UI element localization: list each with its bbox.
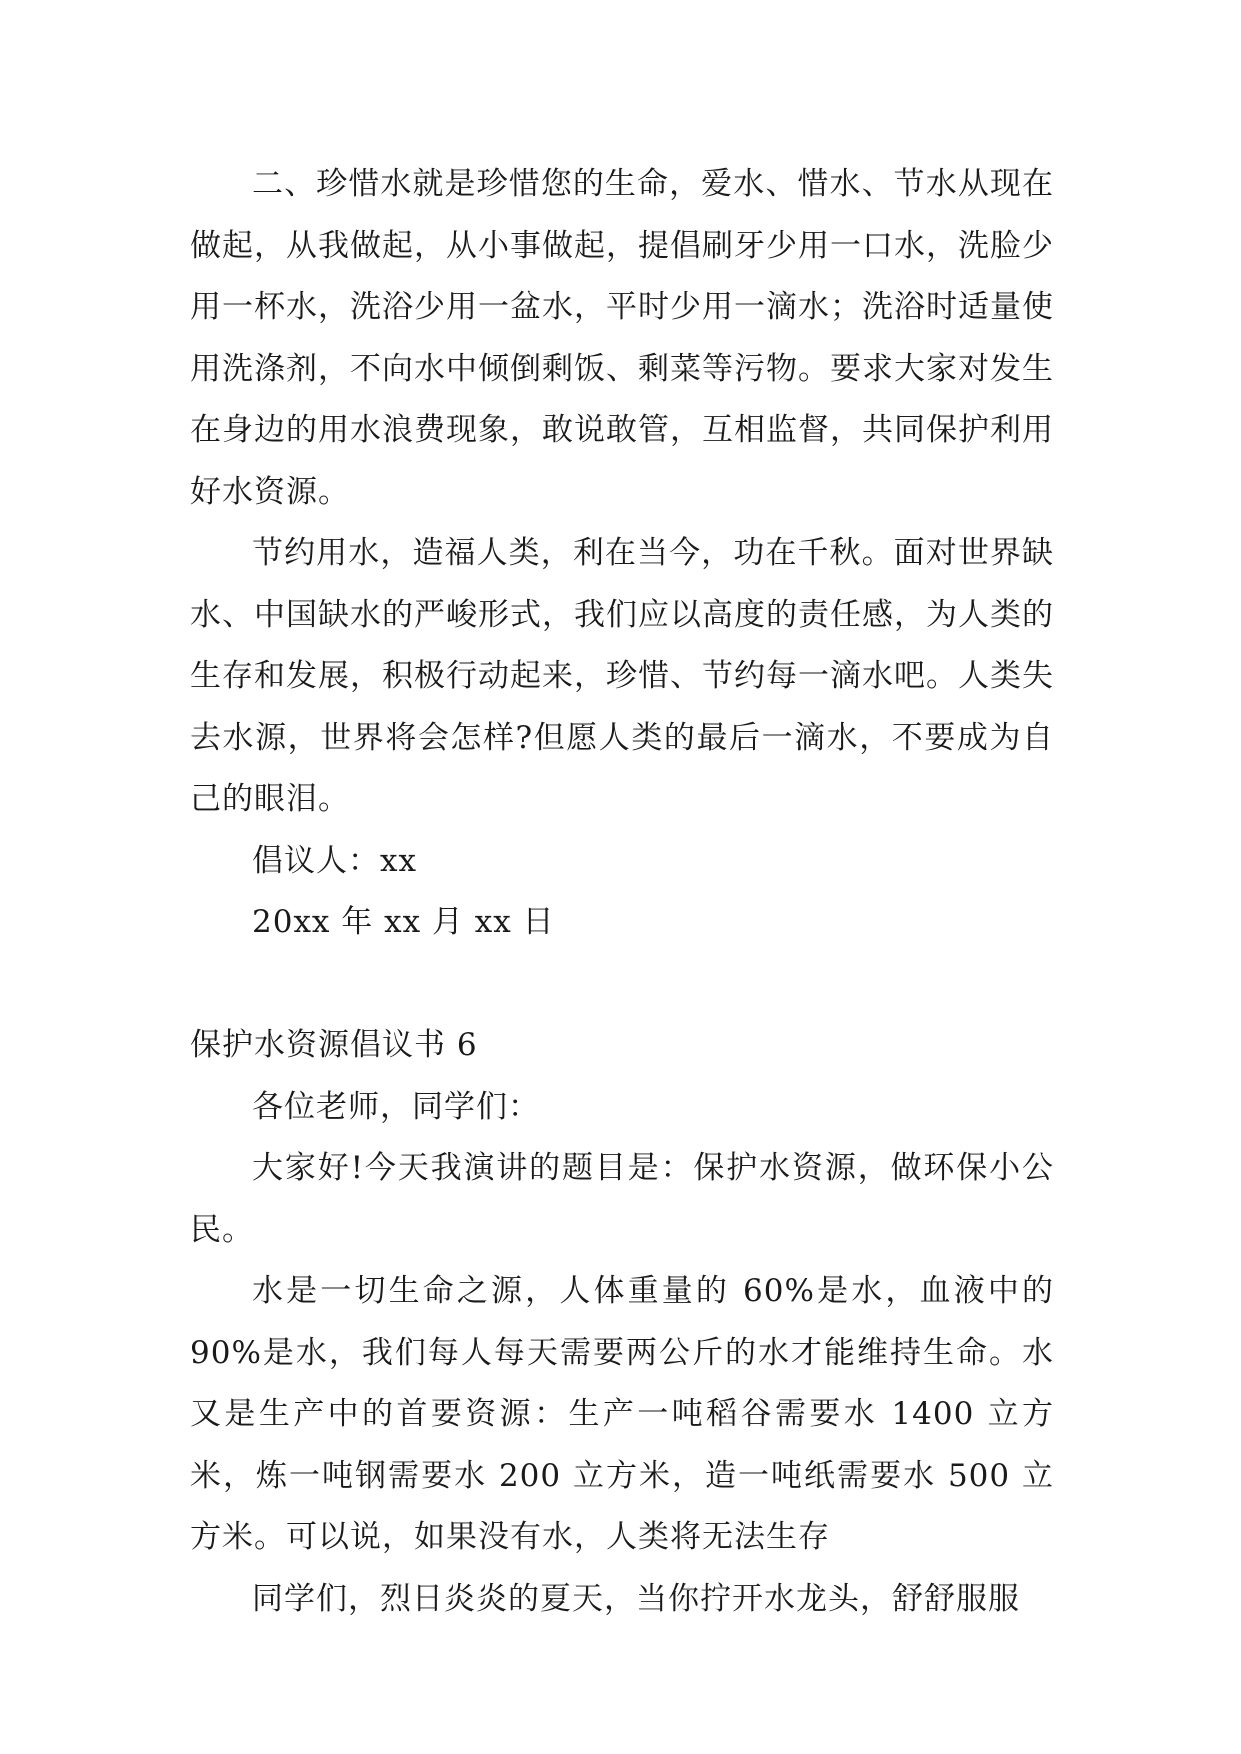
paragraph-save-water: 节约用水，造福人类，利在当今，功在千秋。面对世界缺水、中国缺水的严峻形式，我们应以高度的责任感，为人类的生存和发展，积极行动起来，珍惜、节约每一滴水吧。人类失去水源，世界将会怎样?但愿人类的最后一滴水，不要成为自己的眼泪。 bbox=[190, 535, 1054, 817]
paragraph-summer: 同学们，烈日炎炎的夏天，当你拧开水龙头，舒舒服服 bbox=[252, 1580, 1020, 1617]
document-body bbox=[190, 154, 1054, 1630]
paragraph-water-facts: 水是一切生命之源，人体重量的 60%是水，血液中的 90%是水，我们每人每天需要两公斤的水才能维持生命。水又是生产中的首要资源：生产一吨稻谷需要水 1400 立方米，炼一吨钢需要水 200 立方米，造一吨纸需要水 500 立方米。可以说，如果没有水，人类将无法生存 bbox=[190, 1273, 1054, 1555]
greeting-line: 各位老师，同学们： bbox=[252, 1088, 540, 1125]
section-spacer bbox=[190, 954, 1054, 1016]
paragraph-intro: 大家好!今天我演讲的题目是：保护水资源，做环保小公民。 bbox=[190, 1150, 1054, 1248]
section-heading: 保护水资源倡议书 6 bbox=[190, 1027, 478, 1063]
proposer-line: 倡议人：xx bbox=[252, 842, 417, 879]
paragraph-water-life: 二、珍惜水就是珍惜您的生命，爱水、惜水、节水从现在做起，从我做起，从小事做起，提倡刷牙少用一口水，洗脸少用一杯水，洗浴少用一盆水，平时少用一滴水；洗浴时适量使用洗涤剂，不向水中倾倒剩饭、剩菜等污物。要求大家对发生在身边的用水浪费现象，敢说敢管，互相监督，共同保护利用好水资源。 bbox=[190, 166, 1054, 510]
date-line: 20xx 年 xx 月 xx 日 bbox=[252, 904, 555, 940]
